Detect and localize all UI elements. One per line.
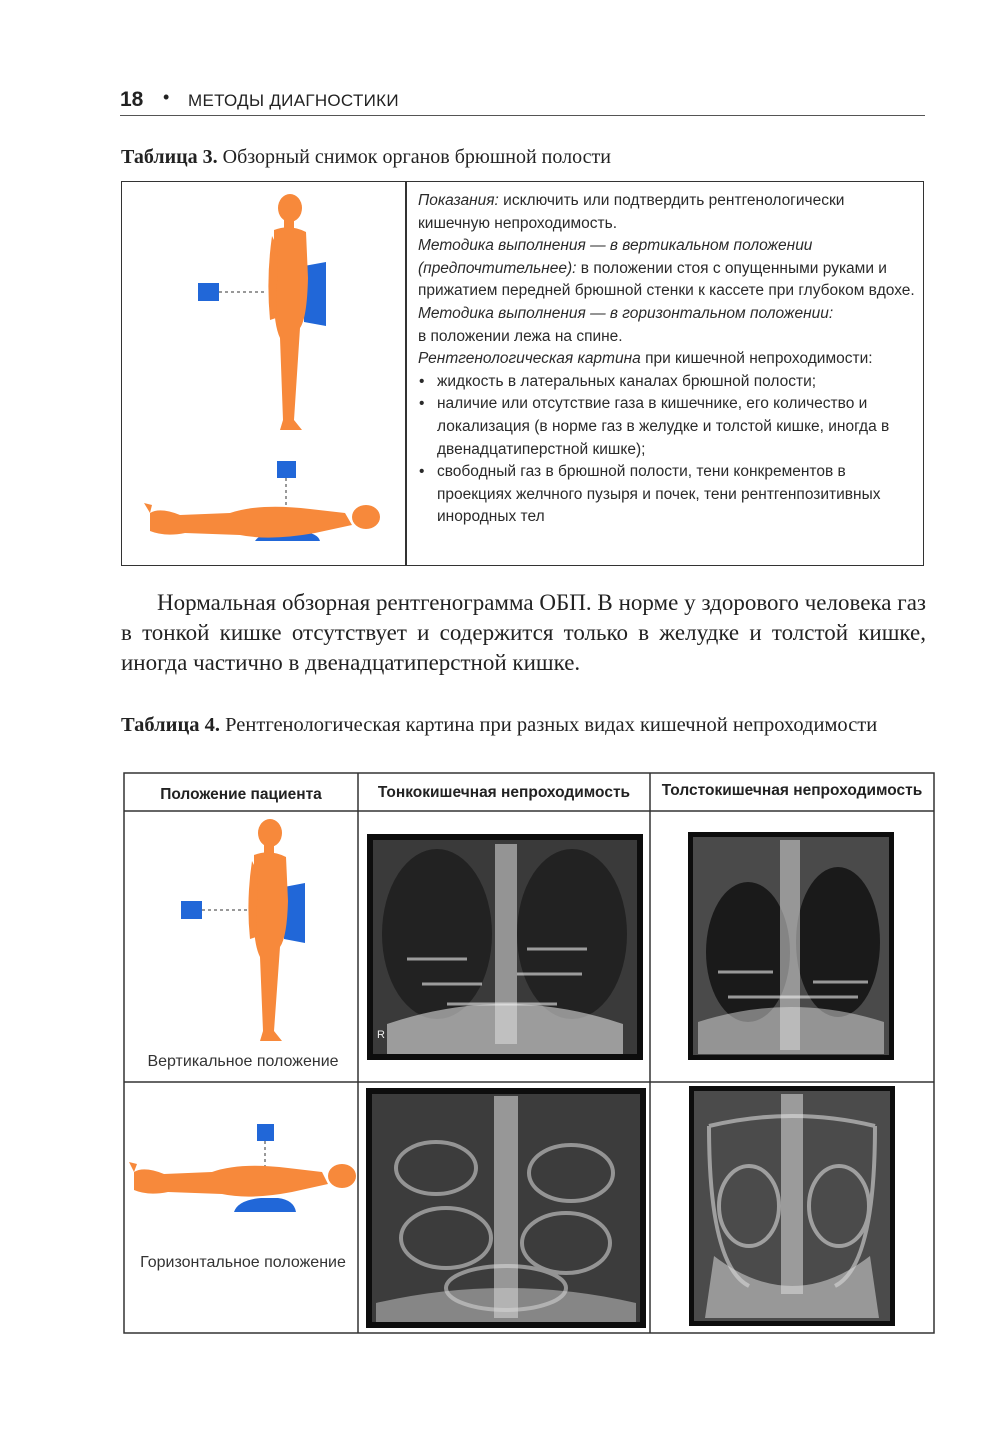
xray-large-bowel-horizontal [689,1086,895,1326]
xray-picture-label: Рентгенологическая картина [418,350,641,368]
support-icon [234,1198,296,1212]
xray-small-bowel-horizontal [366,1088,646,1328]
xray-small-bowel-vertical [367,834,643,1060]
body-paragraph: Нормальная обзорная рентгенограмма ОБП. В норме у здорового человека газ в тонкой кишке отсутствует и содержится только в желудке и толстой кишке, иногда частично в двенадцатиперстной кишке. [121,590,926,675]
vertical-position-label: Вертикальное положение [147,1053,339,1070]
table4-caption-text: Рентгенологическая картина при разных видах кишечной непроходимости [225,714,878,736]
column-header-position: Положение пациента [160,786,322,803]
vertical-method-label: Методика выполнения — в вертикальном положении (предпочтительнее): [418,237,813,277]
list-item: • наличие или отсутствие газа в кишечнике, его количество и локализация (в норме газ в желудке и толстой кишке, иногда в двенадцатиперстной кишке); [418,393,918,461]
xray-source-icon [257,1124,274,1141]
indications-text: исключить или подтвердить рентгенологически кишечную непроходимость. [418,192,845,232]
list-item: • жидкость в латеральных каналах брюшной полости; [418,371,918,394]
page-number: 18 [120,88,144,111]
header-bullet: • [163,87,170,107]
standing-person-icon [248,819,288,1041]
horizontal-method-label: Методика выполнения — в горизонтальном положении: [418,304,834,322]
vertical-method-text: в положении стоя с опущенными руками и прижатием передней брюшной стенки к кассете при глубоком вдохе. [418,259,915,300]
lying-person-icon [129,1162,356,1197]
xray-picture-text: при кишечной непроходимости: [645,350,873,368]
horizontal-position-label: Горизонтальное положение [140,1254,346,1271]
xray-source-icon [181,901,202,919]
table4-caption-label: Таблица 4. [121,714,221,736]
column-header-small-bowel: Тонкокишечная непроходимость [377,784,631,801]
column-header-large-bowel: Толстокишечная непроходимость [661,782,923,799]
horizontal-position-illustration [126,1120,358,1216]
table3-caption-text: Обзорный снимок органов брюшной полости [222,146,611,168]
section-title: МЕТОДЫ ДИАГНОСТИКИ [188,91,399,110]
horizontal-method-text: в положении лежа на спине. [418,327,623,345]
svg-text:R: R [377,1029,385,1041]
table3-caption-label: Таблица 3. [121,146,218,168]
list-item: • свободный газ в брюшной полости, тени конкрементов в проекциях желчного пузыря и почек, тени рентгенпозитивных инородных тел [418,461,918,529]
indications-label: Показания: [418,192,499,209]
xray-large-bowel-vertical [688,832,894,1060]
vertical-position-illustration [170,815,320,1050]
